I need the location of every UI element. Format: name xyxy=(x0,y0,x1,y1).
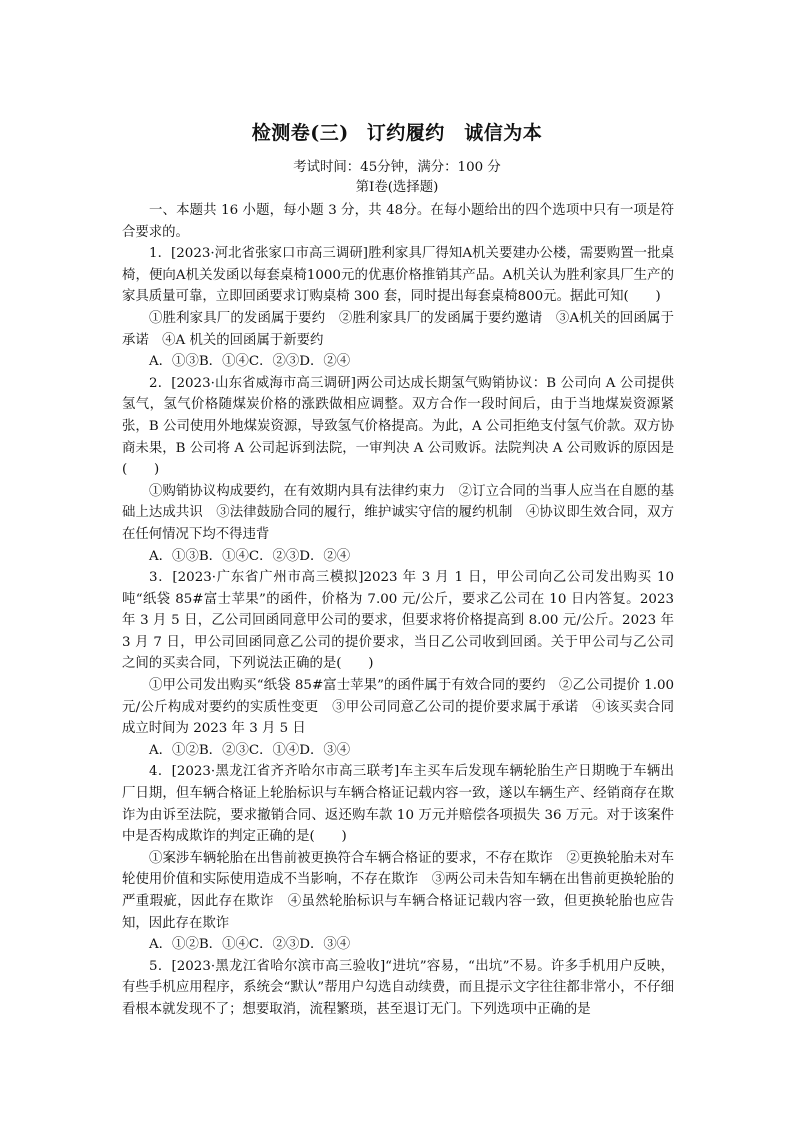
exam-body xyxy=(122,200,674,1021)
question-4-answers: A．①②B．①④C．②③D．③④ xyxy=(149,937,351,953)
question-2-answers: A．①③B．①④C．②③D．②④ xyxy=(149,548,351,564)
question-2-options: ①购销协议构成要约，在有效期内具有法律约束力 ②订立合同的当事人应当在自愿的基础上达成共识 ③法律鼓励合同的履行，维护诚实守信的履约机制 ④协议即生效合同，双方在任何情况下均不得违背 xyxy=(122,483,674,542)
question-2-stem: 2．[2023·山东省威海市高三调研]两公司达成长期氢气购销协议：B 公司向 A 公司提供氢气，氢气价格随煤炭价格的涨跌做相应调整。双方合作一段时间后，由于当地煤炭资源紧张，B 公司使用外地煤炭资源，导致氢气价格提高。为此，A 公司拒绝支付氢气价款。双方协商未果，B 公司将 A 公司起诉到法院，一审判决 A 公司败诉。法院判决 A 公司败诉的原因是( ) xyxy=(122,375,674,478)
question-4-options: ①案涉车辆轮胎在出售前被更换符合车辆合格证的要求，不存在欺诈 ②更换轮胎未对车轮使用价值和实际使用造成不当影响，不存在欺诈 ③两公司未告知车辆在出售前更换轮胎的严重瑕疵，因此存在欺诈 ④虽然轮胎标识与车辆合格证记载内容一致，但更换轮胎也应告知，因此存在欺诈 xyxy=(122,850,674,931)
title-main: 检测卷(三) xyxy=(251,122,349,144)
question-3-stem: 3．[2023·广东省广州市高三模拟]2023 年 3 月 1 日，甲公司向乙公司发出购买 10 吨“纸袋 85#富士苹果”的函件，价格为 7.00 元/公斤，要求乙公司在 10 日内答复。2023 年 3 月 5 日，乙公司回函同意甲公司的要求，但要求将价格提高到 8.00 元/公斤。2023 年 3 月 7 日，甲公司回函同意乙公司的提价要求，当日乙公司收到回函。关于甲公司与乙公司之间的买卖合同，下列说法正确的是( ) xyxy=(122,570,674,672)
question-1-answers: A．①③B．①④C．②③D．②④ xyxy=(149,354,351,370)
instructions: 一、本题共 16 小题，每小题 3 分，共 48分。在每小题给出的四个选项中只有一项是符合要求的。 xyxy=(122,203,674,240)
question-3-answers: A．①②B．②③C．①④D．③④ xyxy=(149,742,351,758)
question-5-stem: 5．[2023·黑龙江省哈尔滨市高三验收]“进坑”容易，“出坑”不易。许多手机用户反映，有些手机应用程序，系统会“默认”帮用户勾选自动续费，而且提示文字往往都非常小，不仔细看根本就发现不了；想要取消，流程繁琐，甚至退订无门。下列选项中正确的是 xyxy=(122,958,674,1017)
question-3-options: ①甲公司发出购买“纸袋 85#富士苹果”的函件属于有效合同的要约 ②乙公司提价 1.00 元/公斤构成对要约的实质性变更 ③甲公司同意乙公司的提价要求属于承诺 ④该买卖合同成立时间为 2023 年 3 月 5 日 xyxy=(122,678,674,737)
exam-info: 考试时间：45分钟，满分：100 分 xyxy=(293,160,501,175)
question-1-options: ①胜利家具厂的发函属于要约 ②胜利家具厂的发函属于要约邀请 ③A机关的回函属于承诺 ④A 机关的回函属于新要约 xyxy=(122,310,674,348)
section-label: 第Ⅰ卷(选择题) xyxy=(355,180,439,195)
title-sub: 订约履约 诚信为本 xyxy=(366,122,543,144)
page-title xyxy=(0,119,794,147)
question-1-stem: 1．[2023·河北省张家口市高三调研]胜利家具厂得知A机关要建办公楼，需要购置一批桌椅，便向A机关发函以每套桌椅1000元的优惠价格推销其产品。A机关认为胜利家具厂生产的家具质量可靠，立即回函要求订购桌椅 300 套，同时提出每套桌椅800元。据此可知( ) xyxy=(122,246,674,305)
question-4-stem: 4．[2023·黑龙江省齐齐哈尔市高三联考]车主买车后发现车辆轮胎生产日期晚于车辆出厂日期，但车辆合格证上轮胎标识与车辆合格证记载内容一致，遂以车辆生产、经销商存在欺诈为由诉至法院，要求撤销合同、返还购车款 10 万元并赔偿各项损失 36 万元。对于该案件中是否构成欺诈的判定正确的是( ) xyxy=(122,764,674,845)
